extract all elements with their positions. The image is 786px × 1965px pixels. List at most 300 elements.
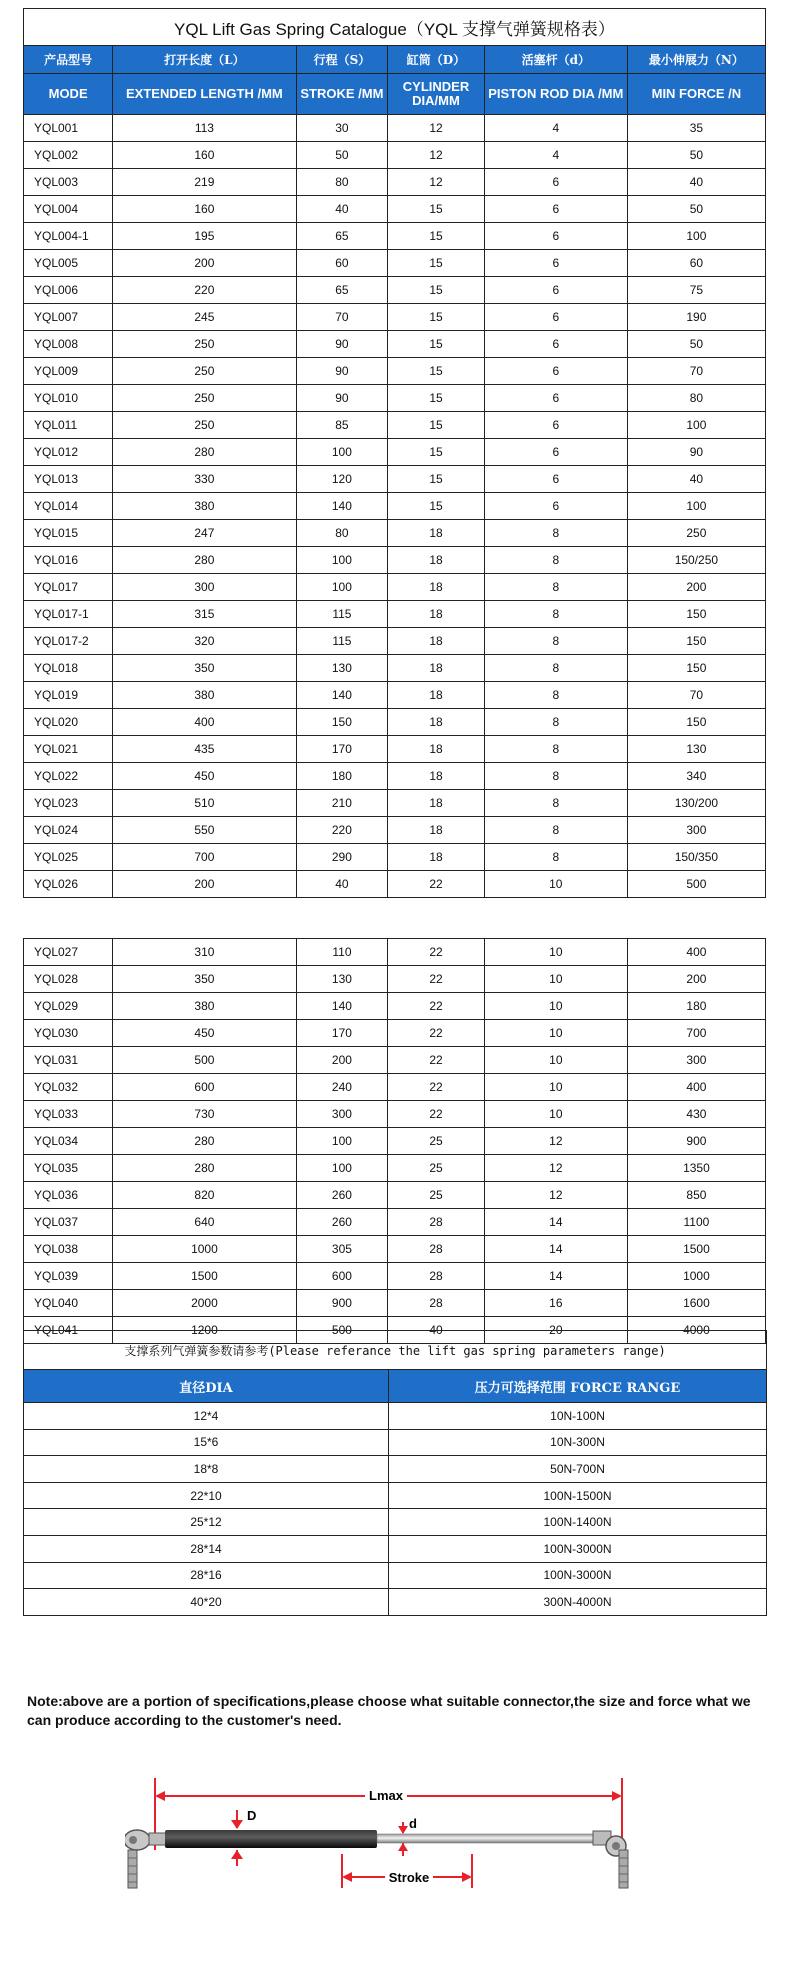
table-cell: 250 (627, 520, 765, 547)
header-stroke-cn: 行程（S） (296, 46, 388, 74)
rod-dia-arrow-top (398, 1826, 408, 1834)
table-cell: 900 (627, 1128, 765, 1155)
table-cell: 450 (113, 1020, 296, 1047)
table-cell: 115 (296, 601, 388, 628)
table-cell: 300N-4000N (389, 1589, 767, 1616)
table-cell: 220 (113, 277, 296, 304)
spec-table-part1 (23, 8, 766, 898)
header-stroke-en: STROKE /MM (296, 74, 388, 115)
table-cell: 50 (627, 196, 765, 223)
table-cell: 600 (113, 1074, 296, 1101)
table-row (24, 196, 766, 223)
table-cell: 280 (113, 1128, 296, 1155)
table-cell: 15 (388, 412, 485, 439)
table-cell: 75 (627, 277, 765, 304)
table-cell: 18 (388, 520, 485, 547)
table-cell: 170 (296, 1020, 388, 1047)
table-cell: 510 (113, 790, 296, 817)
table-cell: 10 (484, 939, 627, 966)
table-row (24, 304, 766, 331)
stroke-label: Stroke (388, 1870, 430, 1885)
table-cell: 15 (388, 331, 485, 358)
table-cell: YQL040 (24, 1290, 113, 1317)
table-cell: 10 (484, 1047, 627, 1074)
table-cell: 14 (484, 1209, 627, 1236)
table-cell: YQL023 (24, 790, 113, 817)
table-cell: 20 (484, 1317, 627, 1344)
table-cell: 1600 (627, 1290, 765, 1317)
table-cell: 380 (113, 682, 296, 709)
table-cell: 100 (627, 493, 765, 520)
header-row-cn (24, 46, 766, 74)
table-cell: 100N-1500N (389, 1482, 767, 1509)
table-cell: 500 (296, 1317, 388, 1344)
table-cell: 150 (296, 709, 388, 736)
table-cell: YQL035 (24, 1155, 113, 1182)
table-cell: 10 (484, 966, 627, 993)
table-cell: 300 (627, 817, 765, 844)
table-cell: 65 (296, 277, 388, 304)
table-cell: 10 (484, 1020, 627, 1047)
table-cell: YQL031 (24, 1047, 113, 1074)
table-cell: YQL022 (24, 763, 113, 790)
table-cell: 18 (388, 628, 485, 655)
table-row (24, 1047, 766, 1074)
table-cell: 8 (484, 736, 627, 763)
catalogue-title: YQL Lift Gas Spring Catalogue（YQL 支撑气弹簧规格表） (24, 9, 766, 46)
cylinder-dia-arrow-top (231, 1820, 243, 1829)
table-cell: YQL003 (24, 169, 113, 196)
specification-note: Note:above are a portion of specifications,please choose what suitable connector,the size and force what we can produce according to the customer's need. (27, 1693, 751, 1728)
table-cell: 8 (484, 790, 627, 817)
table-cell: 300 (627, 1047, 765, 1074)
table-cell: 14 (484, 1263, 627, 1290)
table-cell: 50N-700N (389, 1456, 767, 1483)
table-cell: 40 (627, 466, 765, 493)
table-cell: 200 (627, 574, 765, 601)
table-cell: 15 (388, 223, 485, 250)
table-row (24, 574, 766, 601)
table-cell: 600 (296, 1263, 388, 1290)
table-cell: 320 (113, 628, 296, 655)
table-cell: 22 (388, 939, 485, 966)
table-cell: 130/200 (627, 790, 765, 817)
table-row (24, 520, 766, 547)
table-cell: 290 (296, 844, 388, 871)
table-cell: 10 (484, 1101, 627, 1128)
table-cell: 15 (388, 385, 485, 412)
table-cell: 6 (484, 385, 627, 412)
table-cell: 28 (388, 1236, 485, 1263)
table-cell: 100 (296, 439, 388, 466)
table-cell: 70 (627, 358, 765, 385)
table-cell: YQL026 (24, 871, 113, 898)
table-cell: 1350 (627, 1155, 765, 1182)
table-cell: 65 (296, 223, 388, 250)
header-force-en: MIN FORCE /N (627, 74, 765, 115)
table-cell: YQL016 (24, 547, 113, 574)
table-cell: 12 (484, 1155, 627, 1182)
table-cell: YQL038 (24, 1236, 113, 1263)
table-cell: 8 (484, 844, 627, 871)
table-cell: 50 (296, 142, 388, 169)
table-cell: YQL039 (24, 1263, 113, 1290)
table-cell: 550 (113, 817, 296, 844)
table-cell: 6 (484, 493, 627, 520)
force-range-header (24, 1370, 767, 1403)
table-row (24, 1562, 767, 1589)
table-cell: 250 (113, 385, 296, 412)
table-cell: YQL041 (24, 1317, 113, 1344)
table-row (24, 966, 766, 993)
table-cell: 8 (484, 655, 627, 682)
table-row (24, 1101, 766, 1128)
table-row (24, 1236, 766, 1263)
table-cell: 90 (296, 331, 388, 358)
table-cell: 100N-3000N (389, 1535, 767, 1562)
table-cell: YQL017 (24, 574, 113, 601)
table-row (24, 655, 766, 682)
table-cell: 250 (113, 412, 296, 439)
header-row-en (24, 74, 766, 115)
table-cell: 22 (388, 1047, 485, 1074)
header-rod-en: PISTON ROD DIA /MM (484, 74, 627, 115)
table-row (24, 1456, 767, 1483)
table-cell: 22 (388, 871, 485, 898)
table-cell: 8 (484, 682, 627, 709)
table-cell: 8 (484, 763, 627, 790)
table-cell: 15 (388, 439, 485, 466)
table-row (24, 1535, 767, 1562)
table-cell: 25 (388, 1155, 485, 1182)
force-range-table (23, 1330, 766, 1616)
table-cell: 15 (388, 277, 485, 304)
table-row (24, 1209, 766, 1236)
table-row (24, 358, 766, 385)
table-cell: 250 (113, 358, 296, 385)
header-rod-cn: 活塞杆（d） (484, 46, 627, 74)
rod-dia-label: d (409, 1816, 417, 1831)
table-row (24, 439, 766, 466)
table-row (24, 939, 766, 966)
table-cell: 450 (113, 763, 296, 790)
left-connector (149, 1833, 167, 1845)
table-cell: 245 (113, 304, 296, 331)
table-cell: YQL005 (24, 250, 113, 277)
table-cell: 240 (296, 1074, 388, 1101)
table-cell: 28 (388, 1209, 485, 1236)
table-cell: 100N-1400N (389, 1509, 767, 1536)
table-row (24, 1589, 767, 1616)
table-cell: 1500 (627, 1236, 765, 1263)
table-cell: 28 (388, 1290, 485, 1317)
table-cell: 110 (296, 939, 388, 966)
table-cell: 700 (627, 1020, 765, 1047)
table-cell: 6 (484, 439, 627, 466)
table-cell: YQL037 (24, 1209, 113, 1236)
table-cell: YQL032 (24, 1074, 113, 1101)
table-cell: 380 (113, 993, 296, 1020)
table-row (24, 331, 766, 358)
table-cell: 8 (484, 520, 627, 547)
table-row (24, 601, 766, 628)
table-cell: 200 (113, 250, 296, 277)
table-cell: 150 (627, 655, 765, 682)
table-cell: 70 (296, 304, 388, 331)
table-cell: 247 (113, 520, 296, 547)
table-row (24, 736, 766, 763)
table-cell: 435 (113, 736, 296, 763)
spec-table-part2 (23, 938, 766, 1344)
table-row (24, 493, 766, 520)
table-row (24, 1403, 767, 1430)
table-cell: 500 (113, 1047, 296, 1074)
table-row (24, 763, 766, 790)
table-cell: 15 (388, 304, 485, 331)
table-cell: 28*14 (24, 1535, 389, 1562)
table-cell: 80 (627, 385, 765, 412)
table-cell: 30 (296, 115, 388, 142)
table-cell: 90 (296, 385, 388, 412)
table-cell: 200 (113, 871, 296, 898)
table-cell: YQL021 (24, 736, 113, 763)
table-cell: 180 (296, 763, 388, 790)
table-cell: YQL001 (24, 115, 113, 142)
table-cell: 300 (296, 1101, 388, 1128)
table-cell: 1500 (113, 1263, 296, 1290)
table-cell: 18 (388, 736, 485, 763)
table-cell: 380 (113, 493, 296, 520)
table-cell: 40 (296, 196, 388, 223)
header-length-en: EXTENDED LENGTH /MM (113, 74, 296, 115)
table-row (24, 993, 766, 1020)
table-cell: 90 (296, 358, 388, 385)
table-cell: 22*10 (24, 1482, 389, 1509)
table-cell: 22 (388, 1101, 485, 1128)
table-cell: 6 (484, 412, 627, 439)
table-cell: 18 (388, 790, 485, 817)
table-cell: 850 (627, 1182, 765, 1209)
table-cell: 1000 (113, 1236, 296, 1263)
table-row (24, 1020, 766, 1047)
table-cell: 15 (388, 358, 485, 385)
table-cell: 12 (484, 1128, 627, 1155)
table-cell: 18*8 (24, 1456, 389, 1483)
table-cell: 250 (113, 331, 296, 358)
table-cell: YQL006 (24, 277, 113, 304)
table-cell: 150 (627, 628, 765, 655)
table-row (24, 844, 766, 871)
lmax-label: Lmax (369, 1788, 403, 1803)
table-cell: 160 (113, 142, 296, 169)
table-row (24, 1482, 767, 1509)
table-cell: 18 (388, 682, 485, 709)
table-cell: 6 (484, 250, 627, 277)
table-cell: 15 (388, 493, 485, 520)
table-cell: 6 (484, 169, 627, 196)
table-cell: YQL010 (24, 385, 113, 412)
table-row (24, 871, 766, 898)
table-cell: 50 (627, 331, 765, 358)
left-ball-socket (125, 1830, 150, 1850)
cylinder-body (165, 1830, 377, 1848)
table-cell: YQL013 (24, 466, 113, 493)
table-cell: 50 (627, 142, 765, 169)
table-cell: 16 (484, 1290, 627, 1317)
table-cell: YQL014 (24, 493, 113, 520)
table-cell: YQL009 (24, 358, 113, 385)
table-cell: 12 (388, 142, 485, 169)
table-row (24, 817, 766, 844)
table-cell: YQL025 (24, 844, 113, 871)
table-cell: YQL004 (24, 196, 113, 223)
table-row (24, 412, 766, 439)
piston-rod (377, 1834, 595, 1843)
table-cell: 6 (484, 277, 627, 304)
table-cell: YQL002 (24, 142, 113, 169)
table-row (24, 223, 766, 250)
table-cell: 160 (113, 196, 296, 223)
table-row (24, 1290, 766, 1317)
table-cell: 113 (113, 115, 296, 142)
table-cell: 280 (113, 439, 296, 466)
header-force-range: 压力可选择范围 FORCE RANGE (389, 1370, 767, 1403)
gas-spring-diagram (125, 1770, 645, 1950)
table-cell: 60 (627, 250, 765, 277)
table-row (24, 1074, 766, 1101)
stroke-left-arrow (342, 1872, 352, 1882)
table-cell: YQL011 (24, 412, 113, 439)
table-cell: 100 (627, 412, 765, 439)
table-cell: 100N-3000N (389, 1562, 767, 1589)
table-cell: YQL036 (24, 1182, 113, 1209)
table-cell: 12 (388, 115, 485, 142)
table-cell: 40 (388, 1317, 485, 1344)
table-cell: 180 (627, 993, 765, 1020)
table-cell: 130 (296, 655, 388, 682)
lmax-right-arrow (612, 1791, 622, 1801)
table-cell: 10 (484, 1074, 627, 1101)
table-row (24, 1263, 766, 1290)
table-cell: 100 (296, 547, 388, 574)
table-cell: 140 (296, 493, 388, 520)
table-cell: 330 (113, 466, 296, 493)
table-cell: 700 (113, 844, 296, 871)
table-cell: 18 (388, 763, 485, 790)
table-row (24, 1155, 766, 1182)
table-cell: 6 (484, 331, 627, 358)
table-cell: 280 (113, 1155, 296, 1182)
table-cell: YQL004-1 (24, 223, 113, 250)
cylinder-dia-arrow-bottom (231, 1850, 243, 1859)
table-cell: 100 (296, 1128, 388, 1155)
table-row (24, 277, 766, 304)
table-cell: 200 (296, 1047, 388, 1074)
table-row (24, 547, 766, 574)
table-cell: 350 (113, 655, 296, 682)
table-cell: 730 (113, 1101, 296, 1128)
table-row (24, 466, 766, 493)
table-cell: 260 (296, 1182, 388, 1209)
table-cell: 18 (388, 655, 485, 682)
table-cell: 140 (296, 993, 388, 1020)
table-cell: 820 (113, 1182, 296, 1209)
table-cell: 400 (627, 939, 765, 966)
table-cell: 305 (296, 1236, 388, 1263)
table-cell: 18 (388, 601, 485, 628)
table-cell: 130 (296, 966, 388, 993)
table-cell: 80 (296, 169, 388, 196)
table-cell: 15*6 (24, 1429, 389, 1456)
table-cell: 18 (388, 574, 485, 601)
table-cell: 22 (388, 1074, 485, 1101)
header-model-cn: 产品型号 (24, 46, 113, 74)
table-cell: 1200 (113, 1317, 296, 1344)
table-cell: 8 (484, 601, 627, 628)
table-cell: 35 (627, 115, 765, 142)
table-cell: 80 (296, 520, 388, 547)
header-model-en: MODE (24, 74, 113, 115)
table-cell: 260 (296, 1209, 388, 1236)
table-cell: 400 (113, 709, 296, 736)
table-cell: YQL017-1 (24, 601, 113, 628)
table-cell: 1000 (627, 1263, 765, 1290)
table-cell: 40 (296, 871, 388, 898)
table-cell: 18 (388, 709, 485, 736)
table-cell: 130 (627, 736, 765, 763)
table-cell: 280 (113, 547, 296, 574)
table-cell: 85 (296, 412, 388, 439)
table-row (24, 628, 766, 655)
table-row (24, 1182, 766, 1209)
table-cell: 12*4 (24, 1403, 389, 1430)
header-force-cn: 最小伸展力（N） (627, 46, 765, 74)
header-dia: 直径DIA (24, 1370, 389, 1403)
stroke-right-arrow (462, 1872, 472, 1882)
table-cell: 1100 (627, 1209, 765, 1236)
table-cell: 150/350 (627, 844, 765, 871)
table-cell: 15 (388, 250, 485, 277)
table-cell: 10N-300N (389, 1429, 767, 1456)
table-cell: 18 (388, 547, 485, 574)
rod-dia-arrow-bottom (398, 1843, 408, 1851)
table-cell: YQL024 (24, 817, 113, 844)
table-cell: 315 (113, 601, 296, 628)
table-cell: 8 (484, 547, 627, 574)
table-row (24, 1429, 767, 1456)
table-cell: 15 (388, 466, 485, 493)
table-row (24, 682, 766, 709)
table-cell: 90 (627, 439, 765, 466)
table-cell: 430 (627, 1101, 765, 1128)
table-cell: 120 (296, 466, 388, 493)
table-cell: 310 (113, 939, 296, 966)
table-cell: 40 (627, 169, 765, 196)
table-cell: 350 (113, 966, 296, 993)
header-cylinder-cn: 缸筒（D） (388, 46, 485, 74)
table-cell: YQL020 (24, 709, 113, 736)
table-cell: 25*12 (24, 1509, 389, 1536)
table-row (24, 115, 766, 142)
table-cell: 18 (388, 817, 485, 844)
table-cell: 12 (484, 1182, 627, 1209)
table-cell: 100 (296, 574, 388, 601)
table-cell: 14 (484, 1236, 627, 1263)
table-cell: 60 (296, 250, 388, 277)
table-cell: 40*20 (24, 1589, 389, 1616)
table-cell: YQL027 (24, 939, 113, 966)
table-cell: 25 (388, 1128, 485, 1155)
